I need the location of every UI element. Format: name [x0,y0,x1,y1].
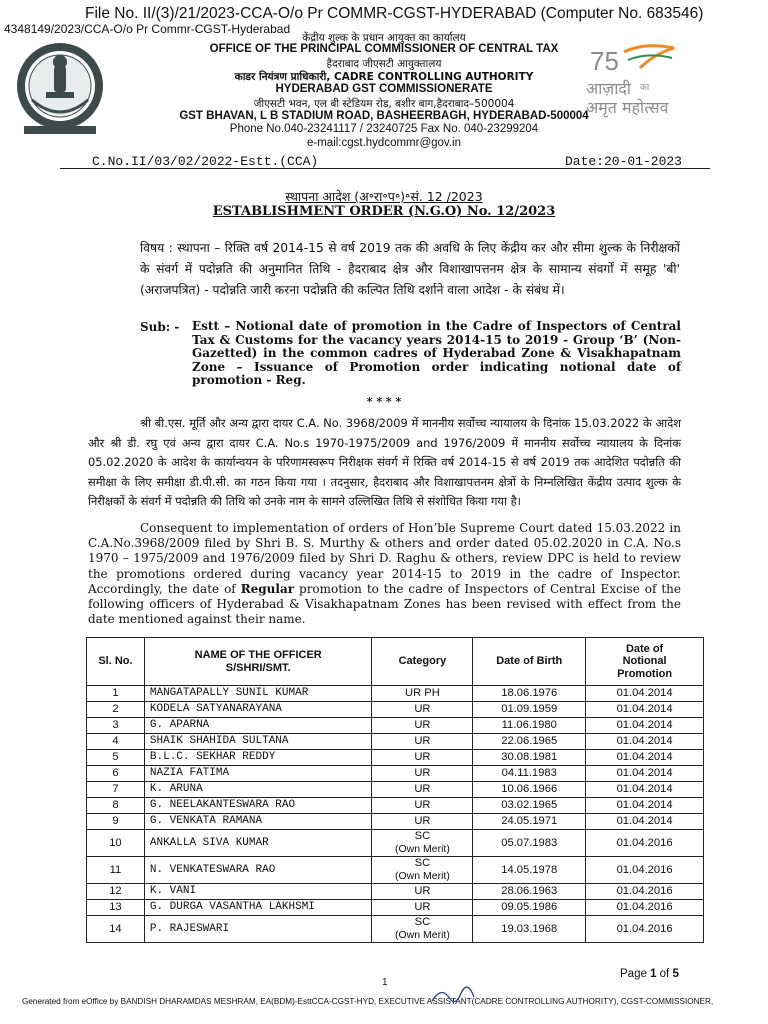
cell-sl-no: 7 [87,782,145,798]
cell-officer-name: P. RAJESWARI [144,916,372,943]
order-date: Date:20-01-2023 [564,154,682,169]
cell-date-of-birth: 04.11.1983 [473,766,586,782]
cell-category: SC (Own Merit) [372,916,473,943]
table-row [87,718,704,734]
table-row [87,782,704,798]
azadi-line1: आज़ादी [586,79,632,98]
eoffice-footer: Generated from eOffice by BANDISH DHARAMDAS MESHRAM, EA(BDM)-EsttCCA-CGST-HYD, EXECUTIVE ASSISTANT(CADRE CONTROLLING AUTHORITY), CGST-COMMISSIONER, [22,997,714,1006]
cell-date-of-birth: 18.06.1976 [473,686,586,702]
cell-notional-date: 01.04.2016 [586,830,704,857]
header-date-of-birth: Date of Birth [473,638,586,686]
body-paragraph-english: Consequent to implementation of orders of Hon’ble Supreme Court dated 15.03.2022 in C.A.No.3968/2009 filed by Shri B. S. Murthy & others and order dated 05.02.2020 in C.A. No.s 1970 – 1975/2009 and 1976/2009 filed by Shri D. Raghu & others, review DPC is held to review the promotions ordered during vacancy year 2014-15 to 2019 in the cadre of Inspector. Accordingly, the date of Regular promotion to the cadre of Inspectors of Central Excise of the following officers of Hyderabad & Visakhapatnam Zones has been revised with effect from the date mentioned against their name. [88,521,682,627]
cell-officer-name: B.L.C. SEKHAR REDDY [144,750,372,766]
cell-date-of-birth: 30.08.1981 [473,750,586,766]
azadi-line2: अमृत महोत्सव [586,98,669,117]
cell-date-of-birth: 19.03.1968 [473,916,586,943]
cell-officer-name: N. VENKATESWARA RAO [144,857,372,884]
cell-sl-no: 11 [87,857,145,884]
cell-officer-name: G. DURGA VASANTHA LAKHSMI [144,900,372,916]
cell-date-of-birth: 14.05.1978 [473,857,586,884]
cell-notional-date: 01.04.2016 [586,900,704,916]
table-row [87,702,704,718]
separator-stars: * * * * [366,395,402,408]
cell-category: UR [372,900,473,916]
cell-category: UR [372,734,473,750]
cell-notional-date: 01.04.2014 [586,686,704,702]
cadre-authority: काडर नियंत्रण प्राधिकारी, CADRE CONTROLLING AUTHORITY [234,71,534,83]
cell-category: UR [372,798,473,814]
cell-notional-date: 01.04.2016 [586,884,704,900]
page-of-total: Page 1 of 5 [620,968,679,980]
cell-date-of-birth: 09.05.1986 [473,900,586,916]
cell-officer-name: ANKALLA SIVA KUMAR [144,830,372,857]
page-number: 1 [382,977,388,988]
table-row [87,884,704,900]
cell-date-of-birth: 28.06.1963 [473,884,586,900]
azadi-ka: का [640,83,650,93]
table-row [87,750,704,766]
cell-date-of-birth: 03.02.1965 [473,798,586,814]
cell-officer-name: MANGATAPALLY SUNIL KUMAR [144,686,372,702]
order-title-english: ESTABLISHMENT ORDER (N.G.O) No. 12/2023 [212,204,556,219]
cell-category: UR [372,884,473,900]
address-hindi: जीएसटी भवन, एल बी स्टेडियम रोड, बशीर बाग,हैदराबाद–500004 [253,98,515,110]
signature-mark [428,983,488,1007]
reference-number: C.No.II/03/02/2022-Estt.(CCA) [92,154,319,169]
file-reference: 4348149/2023/CCA-O/o Pr Commr-CGST-Hyderabad [4,22,291,36]
officers-table [86,637,704,943]
header-divider [60,168,710,169]
cell-category: UR [372,718,473,734]
cell-sl-no: 6 [87,766,145,782]
cell-officer-name: G. APARNA [144,718,372,734]
cell-notional-date: 01.04.2014 [586,718,704,734]
cell-category: SC (Own Merit) [372,857,473,884]
cell-date-of-birth: 01.09.1959 [473,702,586,718]
header-officer-name: NAME OF THE OFFICER S/SHRI/SMT. [144,638,372,686]
cell-notional-date: 01.04.2016 [586,916,704,943]
cell-sl-no: 14 [87,916,145,943]
address-english: GST BHAVAN, L B STADIUM ROAD, BASHEERBAGH, HYDERABAD-500004 [179,110,589,122]
cell-category: SC (Own Merit) [372,830,473,857]
file-number-header: File No. II/(3)/21/2023-CCA-O/o Pr COMMR-CGST-HYDERABAD (Computer No. 683546) [85,5,704,22]
table-row [87,857,704,884]
cell-sl-no: 13 [87,900,145,916]
cell-sl-no: 5 [87,750,145,766]
reference-row [92,154,682,169]
table-row [87,734,704,750]
table-row [87,686,704,702]
cell-category: UR [372,766,473,782]
subject-hindi: विषय : स्थापना – रिक्ति वर्ष 2014-15 से वर्ष 2019 तक की अवधि के लिए केंद्रीय कर और सीमा शुल्क के निरीक्षकों के संवर्ग में पदोन्नति की अनुमानित तिथि - हैदराबाद क्षेत्र और विशाखापत्तनम क्षेत्र के सामान्य संवर्गों में समूह 'बी' (अराजपत्रित) - पदोन्नति जारी करना पदोन्नति की कल्पित तिथि दर्शाने वाला आदेश - के संबंध में। [140,241,680,297]
cell-date-of-birth: 10.06.1966 [473,782,586,798]
cell-notional-date: 01.04.2014 [586,734,704,750]
cell-notional-date: 01.04.2014 [586,798,704,814]
body-paragraph-hindi: श्री बी.एस. मूर्ति और अन्य द्वारा दायर C.A. No. 3968/2009 में माननीय सर्वोच्च न्यायालय के दिनांक 15.03.2022 के आदेश और श्री डी. रघु एवं अन्य द्वारा दायर C.A. No.s 1970-1975/2009 and 1976/2009 में माननीय सर्वोच्च न्यायालय के दिनांक 05.02.2020 के आदेश के कार्यान्वयन के परिणामस्वरूप निरीक्षक संवर्ग में रिक्ति वर्ष 2014-15 से वर्ष 2019 तक आदेशित पदोन्नति की समीक्षा के लिए समीक्षा डी.पी.सी. का गठन किया गया । तदनुसार, हैदराबाद और विशाखापत्तनम क्षेत्रों के निम्नलिखित केंद्रीय उत्पाद शुल्क के निरीक्षकों के संवर्ग में पदोन्नति की तिथि को उनके नाम के सामने उल्लिखित तिथि से संशोधित किया गया है। [88,416,681,508]
table-row [87,814,704,830]
header-sl-no: Sl. No. [87,638,145,686]
phone-fax: Phone No.040-23241117 / 23240725 Fax No. 040-23299204 [229,123,539,135]
office-name-english: OFFICE OF THE PRINCIPAL COMMISSIONER OF CENTRAL TAX [209,43,559,55]
header-notional-promotion: Date of Notional Promotion [586,638,704,686]
cell-sl-no: 12 [87,884,145,900]
azadi-75-text: 75 [590,46,619,76]
cell-officer-name: NAZIA FATIMA [144,766,372,782]
cell-category: UR [372,750,473,766]
table-row [87,916,704,943]
cell-notional-date: 01.04.2014 [586,766,704,782]
cell-date-of-birth: 05.07.1983 [473,830,586,857]
cell-officer-name: K. ARUNA [144,782,372,798]
cell-sl-no: 2 [87,702,145,718]
cell-sl-no: 8 [87,798,145,814]
cell-category: UR [372,702,473,718]
cell-date-of-birth: 24.05.1971 [473,814,586,830]
cell-sl-no: 3 [87,718,145,734]
table-row [87,798,704,814]
cell-date-of-birth: 11.06.1980 [473,718,586,734]
cell-sl-no: 4 [87,734,145,750]
table-row [87,766,704,782]
commissionerate-hindi: हैदराबाद जीएसटी आयुक्तालय [326,58,442,70]
cell-officer-name: SHAIK SHAHIDA SULTANA [144,734,372,750]
cell-officer-name: KODELA SATYANARAYANA [144,702,372,718]
header-category: Category [372,638,473,686]
cell-notional-date: 01.04.2014 [586,750,704,766]
cell-sl-no: 10 [87,830,145,857]
cell-notional-date: 01.04.2014 [586,814,704,830]
cell-category: UR [372,782,473,798]
azadi-ka-amrit-mahotsav-logo [584,40,704,120]
order-title-hindi: स्थापना आदेश (अ॰रा॰प॰)॰सं. 12 /2023 [285,189,483,204]
cell-category: UR [372,814,473,830]
cell-sl-no: 9 [87,814,145,830]
table-row [87,900,704,916]
cell-notional-date: 01.04.2014 [586,782,704,798]
cell-sl-no: 1 [87,686,145,702]
subject-english: Estt – Notional date of promotion in the Cadre of Inspectors of Central Tax & Customs for the vacancy years 2014-15 to 2019 - Group ‘B’ (Non- Gazetted) in the common cadres of Hyderabad Zone & Visakhapatnam Zone – Issuance of Promotion order indicating notional date of promotion - Reg. [192,319,681,387]
cell-officer-name: G. NEELAKANTESWARA RAO [144,798,372,814]
commissionerate-english: HYDERABAD GST COMMISSIONERATE [275,83,493,95]
cell-officer-name: G. VENKATA RAMANA [144,814,372,830]
cell-date-of-birth: 22.06.1965 [473,734,586,750]
cell-officer-name: K. VANI [144,884,372,900]
table-row [87,830,704,857]
cell-notional-date: 01.04.2014 [586,702,704,718]
email: e-mail:cgst.hydcommr@gov.in [307,137,461,149]
cell-notional-date: 01.04.2016 [586,857,704,884]
table-header-row [87,638,704,686]
cell-category: UR PH [372,686,473,702]
office-name-hindi: केंद्रीय शुल्क के प्रधान आयुक्त का कार्यालय [302,32,466,44]
subject-label: Sub: - [140,320,180,334]
